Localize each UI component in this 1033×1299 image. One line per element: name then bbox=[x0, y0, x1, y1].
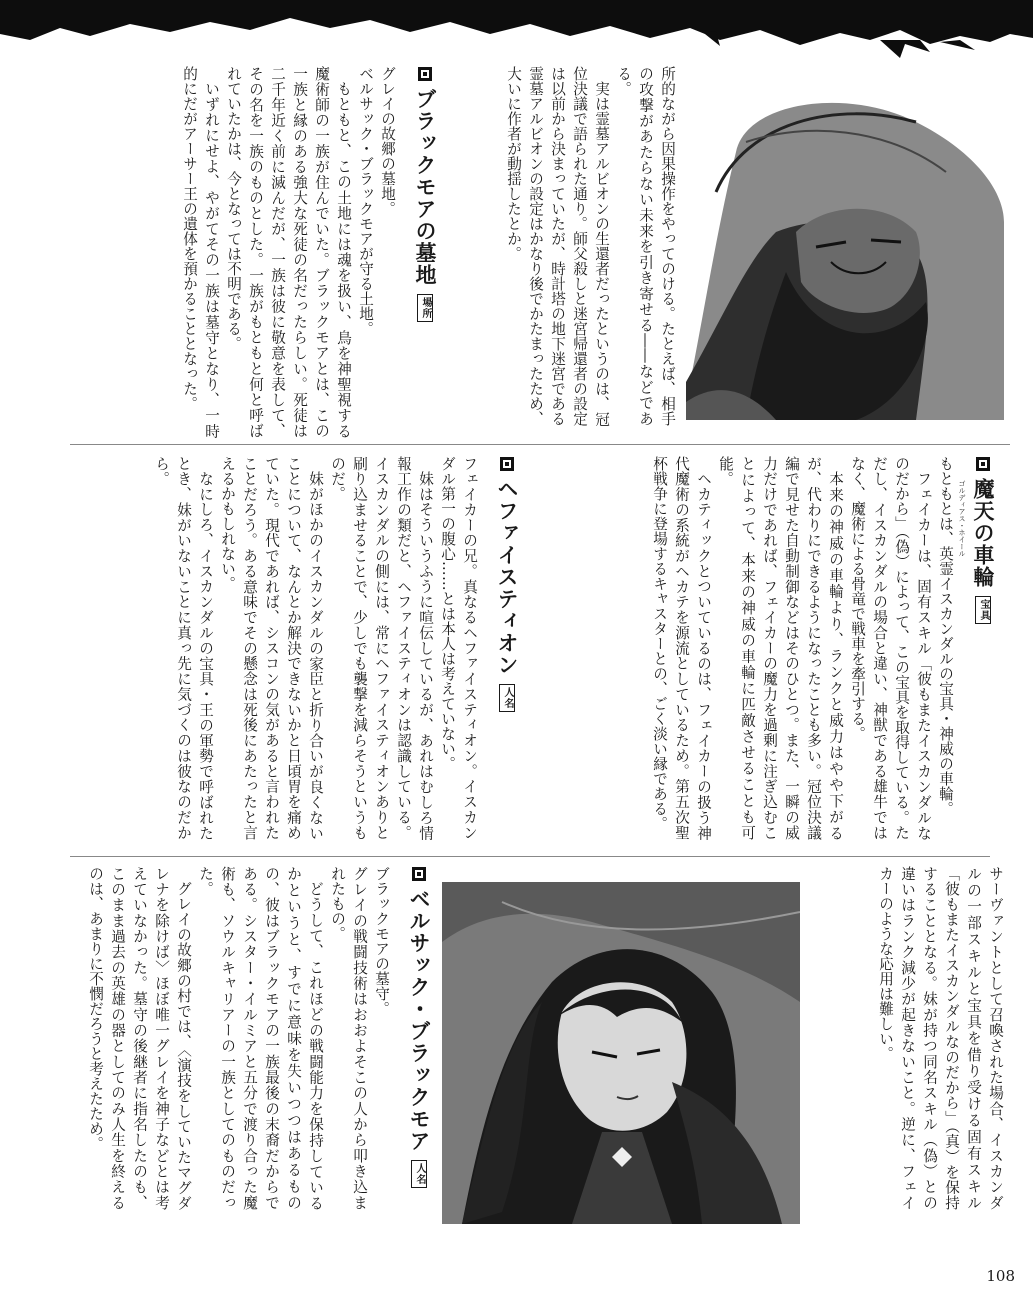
section-heading bbox=[408, 66, 442, 438]
category-tag: 人名 bbox=[499, 684, 515, 712]
section-heading bbox=[966, 456, 1000, 840]
heading-ruby: ゴルディアス・ホイール bbox=[958, 480, 966, 557]
chariot-section bbox=[530, 456, 1000, 840]
paragraph: グレイの故郷の墓地。 bbox=[379, 66, 396, 216]
paragraph: もともと、この土地には魂を扱い、鳥を神聖視する魔術師の一族が住んでいた。ブラックモアとは、この一族と縁のある強大な死徒の名だったらしい。死徒は二千年近く前に滅んだが、一族は彼に敬意を表して、その名を一族のものとした。一族がもともと何と呼ばれていたかは、今となっては不明である。 bbox=[225, 66, 352, 438]
paragraph: フェイカーの兄。真なるヘファイスティオン。イスカンダル第一の腹心……とは本人は考えていない。 bbox=[439, 456, 478, 840]
paragraph: いずれにせよ、やがてその一族は墓守となり、一時的にだがアーサー王の遺体を預かることとなった。 bbox=[181, 66, 220, 438]
lower-right-text-column bbox=[810, 866, 1006, 1210]
paragraph: ブラックモアの墓守。 bbox=[373, 866, 390, 1016]
paragraph: グレイの戦闘技術はおおよそこの人から叩き込まれたもの。 bbox=[329, 866, 368, 1210]
paragraph: 実は霊墓アルビオンの生還者だったというのは、冠位決議で語られた通り。師父殺しと迷宮帰還者の設定は以前から決まっていたが、時計塔の地下迷宮である霊墓アルビオンの設定はかなり後でかたまったため、大いに作者が動揺したとか。 bbox=[505, 66, 610, 426]
section-title: ブラックモアの墓地 bbox=[413, 88, 437, 286]
section-heading bbox=[402, 866, 436, 1210]
paragraph: フェイカーは、固有スキル「彼もまたイスカンダルなのだから」（偽）によって、この宝具を取得している。ただし、イスカンダルの場合と違い、神獣である雄牛ではなく、魔術による骨竜で戦車を牽引する。 bbox=[849, 456, 932, 840]
paragraph: なにしろ、イスカンダルの宝具・王の軍勢で呼ばれたとき、妹がいないことに真っ先に気づくのは彼なのだから。 bbox=[153, 456, 214, 840]
page-number: 108 bbox=[986, 1267, 1015, 1285]
diamond-bullet-icon bbox=[499, 456, 515, 472]
paragraph: 所的ながら因果操作をやってのける。たとえば、相手の攻撃があたらない未来を引き寄せる――などである。 bbox=[615, 66, 676, 426]
category-tag: 人名 bbox=[411, 1160, 427, 1188]
hooded-man-illustration bbox=[686, 82, 1004, 420]
section-heading bbox=[490, 456, 524, 840]
section-title: 魔天の車輪 bbox=[971, 478, 995, 588]
paragraph: 本来の神威の車輪より、ランクと威力はやや下がるが、代わりにできるようになったことも多い。冠位決議編で見せた自動制御などはそのひとつ。また、一瞬の威力だけであれば、フェイカーの魔力を過剰に注ぎ込むことによって、本来の神威の車輪に匹敵させることも可能。 bbox=[717, 456, 844, 840]
category-tag: 場所 bbox=[417, 294, 433, 322]
paragraph: もともとは、英霊イスカンダルの宝具・神威の車輪。 bbox=[937, 456, 954, 816]
paragraph: 妹がほかのイスカンダルの家臣と折り合いが良くないことについて、なんとか解決できないかと日頃胃を痛めていた。現代であれば、シスコンの気があると言われたことだろう。ある意味でその懸念は死後にあたったと言えるかもしれない。 bbox=[219, 456, 324, 840]
paragraph: どうして、これほどの戦闘能力を保持しているかというと、すでに意味を失いつつはあるものの、彼はブラックモアの一族最後の末裔だからである。シスター・イルミアと五分で渡り合った魔術も、ソウルキャリアーの一族としてのものだった。 bbox=[197, 866, 324, 1210]
paragraph: グレイの故郷の村では、〈演技をしていたマグダレナを除けば〉ほぼ唯一グレイを神子などとは考えていなかった。墓守の後継者に指名したのも、このまま過去の英雄の器としてのみ人生を終えるのは、あまりに不憫だろうと考えたため。 bbox=[87, 866, 192, 1210]
bersac-illustration bbox=[442, 882, 800, 1224]
top-brush-stroke bbox=[0, 0, 1033, 62]
blackmore-grave-section bbox=[80, 66, 442, 438]
section-divider bbox=[70, 444, 1010, 445]
paragraph: サーヴァントとして召喚された場合、イスカンダルの一部スキルと宝具を借り受ける固有スキル「彼もまたイスカンダルなのだから」（真）を保持することとなる。妹が持つ同名スキル（偽）との違いはランク減少が起きないこと。逆に、フェイカーのような応用は難しい。 bbox=[877, 866, 1004, 1210]
diamond-bullet-icon bbox=[417, 66, 433, 82]
paragraph: ベルサック・ブラックモアが守る土地。 bbox=[357, 66, 374, 336]
section-divider bbox=[70, 856, 990, 857]
category-tag: 宝具 bbox=[975, 596, 991, 624]
paragraph: ヘカティックとついているのは、フェイカーの扱う神代魔術の系統がヘカテを源流としているため。第五次聖杯戦争に登場するキャスターとの、ごく淡い縁である。 bbox=[651, 456, 712, 840]
hephaestion-section bbox=[76, 456, 524, 840]
diamond-bullet-icon bbox=[411, 866, 427, 882]
section-title: ベルサック・ブラックモア bbox=[407, 888, 431, 1152]
paragraph: 妹はそういうふうに喧伝しているが、あれはむしろ情報工作の類だと、ヘファイスティオンは認識している。イスカンダルの側には、常にヘファイスティオンありと刷り込ませることで、少しでも襲撃を減らそうというものだ。 bbox=[329, 456, 434, 840]
bersac-section bbox=[86, 866, 436, 1210]
section-title: ヘファイスティオン bbox=[495, 478, 519, 676]
diamond-bullet-icon bbox=[975, 456, 991, 472]
upper-right-text-column bbox=[450, 66, 678, 426]
